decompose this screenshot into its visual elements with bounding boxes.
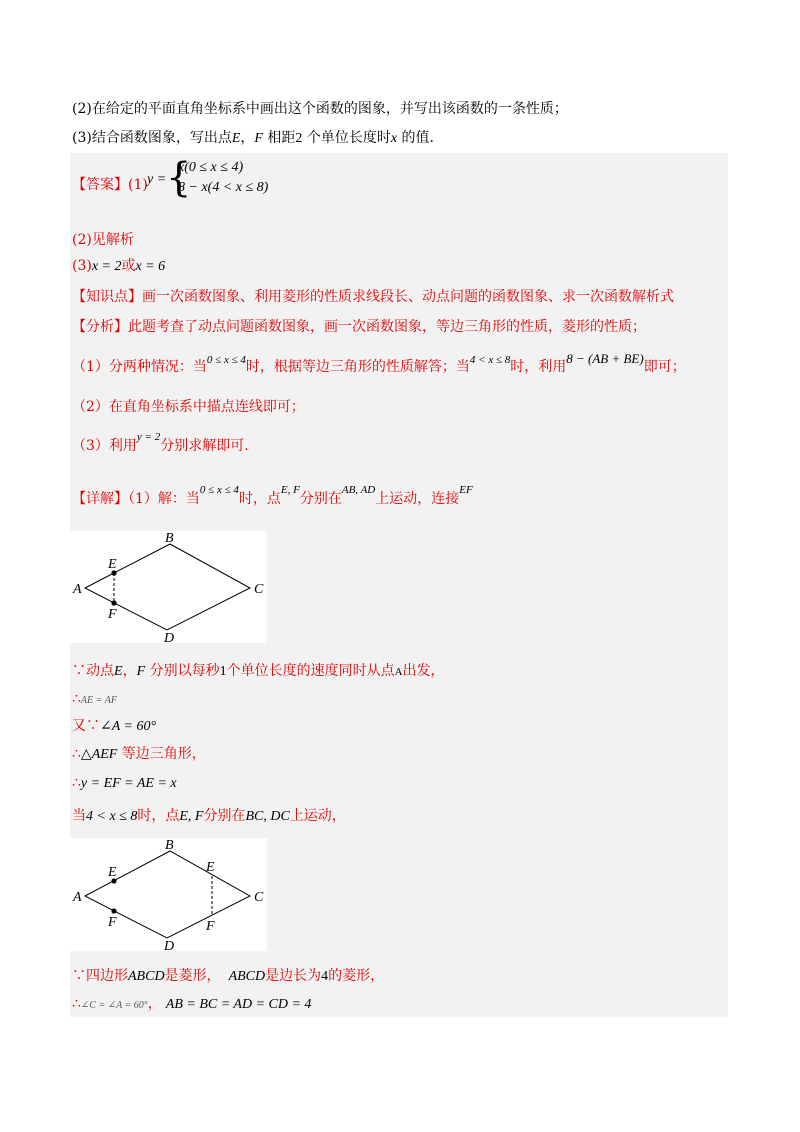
question-text: 的值. [397, 130, 434, 146]
detail-text: 分别在 [203, 808, 246, 824]
detail-text: 的菱形， [328, 968, 385, 984]
math-points: E, F [280, 484, 300, 496]
analysis-text: 时，利用 [510, 359, 567, 375]
label-b: B [165, 531, 174, 546]
knowledge-label: 【知识点】 [72, 289, 142, 305]
math-quad: ABCD [128, 969, 165, 984]
math-num: 4 [321, 969, 329, 984]
math-var: A [394, 666, 403, 678]
detail-step-6 [72, 806, 346, 827]
label-a: A [73, 582, 82, 597]
question-text: ， [240, 130, 255, 146]
math-expr: 8 − (AB + BE) [566, 351, 644, 366]
detail-text: ∴ [72, 691, 81, 707]
math-var: x [390, 131, 398, 146]
rhombus-diagram-1 [70, 531, 267, 643]
detail-text: 时，点 [238, 491, 281, 507]
analysis-item-3 [72, 431, 249, 457]
math-eq: x = 2 [91, 259, 122, 274]
label-b: B [165, 838, 174, 853]
question-part-2 [72, 99, 568, 119]
label-f: F [108, 607, 117, 622]
detail-step-4 [72, 744, 206, 765]
math-eq: y = EF = AE = x [80, 776, 177, 791]
label-e: E [108, 557, 117, 572]
question-text: (3)结合函数图象，写出点 [72, 130, 232, 146]
analysis-text: （3）利用 [72, 438, 137, 454]
analysis-line [72, 317, 646, 337]
analysis-text: 时，根据等边三角形的性质解答；当 [245, 359, 470, 375]
label-f: F [108, 915, 117, 930]
detail-text: 等边三角形， [117, 746, 206, 762]
detail-line-1 [72, 484, 473, 510]
answer-part-3 [72, 256, 165, 277]
detail-text: 是边长为 [265, 968, 322, 984]
analysis-label: 【分析】 [72, 319, 128, 335]
analysis-item-2: （2）在直角坐标系中描点连线即可； [72, 399, 305, 415]
detail-text: 时，点 [137, 808, 180, 824]
math-cond: 4 < x ≤ 8 [86, 809, 138, 824]
math-eq: AB = BC = AD = CD = 4 [165, 997, 312, 1012]
math-var: E [231, 131, 241, 146]
answer-part-2: (2)见解析 [72, 232, 134, 248]
analysis-text: 分别求解即可. [160, 438, 249, 454]
detail-text: ∴ [72, 775, 81, 791]
detail-text: ， [122, 663, 137, 679]
detail-text: 分别在 [299, 491, 342, 507]
math-eq: ∠A = 60° [100, 719, 157, 734]
label-c: C [254, 582, 264, 597]
label-e-moved: E [206, 860, 215, 875]
math-num: 1 [219, 664, 227, 679]
math-cond: 0 ≤ x ≤ 4 [206, 354, 246, 366]
detail-step-7 [72, 966, 384, 987]
math-cond: 0 ≤ x ≤ 4 [199, 484, 239, 496]
question-part-3 [72, 128, 434, 149]
detail-text: 出发， [402, 663, 445, 679]
detail-text: ， [147, 996, 162, 1012]
point-f [111, 908, 116, 913]
point-f [111, 600, 116, 605]
detail-text: 又∵ [72, 718, 100, 734]
answer-tag [72, 175, 148, 195]
answer-text: 或 [121, 258, 136, 274]
math-var: F [254, 131, 263, 146]
detail-text: 上运动， [289, 808, 346, 824]
label-d: D [164, 631, 175, 643]
rhombus-figure-1 [70, 531, 267, 643]
math-eq: x = 6 [135, 259, 166, 274]
detail-text: ∴ [72, 996, 81, 1012]
analysis-text: 即可； [643, 359, 686, 375]
function-y: y = [147, 172, 167, 187]
analysis-text: （1）分两种情况：当 [72, 359, 207, 375]
answer-label: 【答案】 [72, 177, 128, 193]
answer-part-3-label: (3) [72, 258, 92, 274]
math-cond: 4 < x ≤ 8 [469, 354, 511, 366]
math-points: E, F [179, 809, 204, 824]
piecewise-case-1: x(0 ≤ x ≤ 4) [178, 160, 244, 175]
detail-text: （1）解：当 [128, 491, 200, 507]
detail-step-1 [72, 661, 445, 682]
math-eq: ∠C = ∠A = 60° [80, 1000, 148, 1011]
piecewise-case-2: 8 − x(4 < x ≤ 8) [178, 180, 269, 195]
math-segment: EF [459, 484, 473, 496]
knowledge-text: 画一次函数图象、利用菱形的性质求线段长、动点问题的函数图象、求一次函数解析式 [142, 289, 674, 305]
question-text: 个单位长度时 [302, 130, 391, 146]
analysis-text: 此题考查了动点问题函数图象，画一次函数图象，等边三角形的性质，菱形的性质； [128, 319, 646, 335]
detail-text: 个单位长度的速度同时从点 [226, 663, 395, 679]
math-segments: AB, AD [341, 484, 376, 496]
label-f-moved: F [206, 919, 215, 934]
knowledge-line [72, 287, 674, 307]
label-d: D [164, 939, 175, 951]
math-eq: AE = AF [80, 695, 117, 706]
rhombus-figure-2 [70, 838, 267, 951]
detail-text: 是菱形， [164, 968, 221, 984]
math-quad: ABCD [228, 969, 266, 984]
label-e: E [108, 865, 117, 880]
answer-part-1: (1) [128, 177, 148, 193]
analysis-item-1 [72, 351, 686, 378]
math-triangle: △AEF [80, 747, 118, 762]
math-eq: y = 2 [136, 431, 161, 443]
detail-label: 【详解】 [72, 491, 128, 507]
math-segments: BC, DC [245, 809, 290, 824]
detail-text: ∵动点 [72, 663, 114, 679]
detail-step-5 [72, 773, 177, 794]
detail-step-2 [72, 689, 117, 711]
label-c: C [254, 890, 264, 905]
math-var: F [136, 664, 146, 679]
detail-text: 当 [72, 808, 86, 824]
question-text: 相距 [262, 130, 296, 146]
math-var: E [114, 664, 123, 679]
detail-text: 分别以每秒 [145, 663, 220, 679]
question-text: (2)在给定的平面直角坐标系中画出这个函数的图象，并写出该函数的一条性质； [72, 101, 568, 117]
detail-text: ∴ [72, 746, 81, 762]
detail-step-8 [72, 994, 311, 1016]
brace-symbol: { [166, 155, 192, 201]
detail-step-3 [72, 716, 156, 737]
detail-text: 上运动，连接 [375, 491, 460, 507]
rhombus-diagram-2 [70, 838, 267, 951]
label-a: A [73, 890, 82, 905]
math-num: 2 [295, 131, 303, 146]
detail-text: ∵四边形 [72, 968, 128, 984]
